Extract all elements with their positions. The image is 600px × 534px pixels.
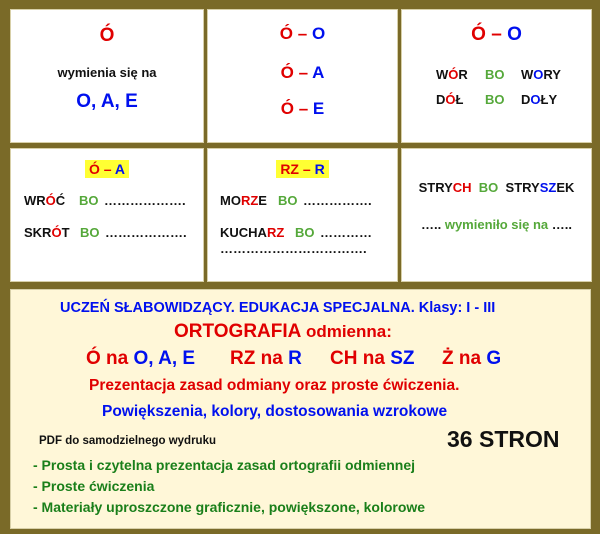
exercise-heading: RZ – R	[208, 162, 397, 176]
audience-line: UCZEŃ SŁABOWIDZĄCY. EDUKACJA SPECJALNA. Klasy: I - III	[60, 300, 496, 316]
card-pairs	[207, 9, 398, 143]
page-count: 36 STRON	[447, 426, 560, 452]
pair-o-a: Ó – A	[280, 63, 325, 82]
feature-item: - Prosta i czytelna prezentacja zasad ortografii odmiennej	[33, 457, 415, 473]
exercise-row: WRÓĆ BO ……………….	[24, 193, 186, 208]
example-row: STRYCH BO STRYSZEK	[418, 180, 575, 195]
exercise-row: MORZE BO …………….	[220, 193, 372, 208]
exercise-row: KUCHARZ BO …………	[220, 225, 372, 240]
exercise-heading: Ó – A	[11, 162, 203, 176]
card-example-wor	[401, 9, 592, 143]
exchange-prompt: ….. wymieniło się na …..	[420, 217, 573, 232]
example-ch-sz	[401, 148, 592, 282]
feature-item: - Materiały uproszczone graficznie, powiększone, kolorowe	[33, 499, 426, 515]
panel-title: ORTOGRAFIA odmienna:	[174, 321, 392, 342]
example-row: WÓR BO WORY	[436, 67, 561, 82]
card-heading: Ó – O	[471, 24, 522, 45]
pair-o-e: Ó – E	[280, 99, 325, 118]
feature-item: - Proste ćwiczenia	[33, 478, 155, 494]
exercise-rz-r	[207, 148, 398, 282]
example-row: DÓŁ BO DOŁY	[436, 92, 558, 107]
pdf-note: PDF do samodzielnego wydruku	[39, 435, 216, 447]
answer-dots: …………………………….	[220, 241, 367, 256]
presentation-line: Prezentacja zasad odmiany oraz proste ćwiczenia.	[89, 377, 460, 394]
rules-line: Ó na O, A, E RZ na R CH na SZ Ż na G	[86, 348, 502, 369]
exchange-text: wymienia się na	[57, 65, 157, 80]
description-panel	[10, 289, 591, 529]
exercise-o-a	[10, 148, 204, 282]
target-letters: O, A, E	[76, 91, 138, 112]
pair-o-o: Ó – O	[279, 24, 326, 43]
letter-o-acute: Ó	[99, 25, 115, 46]
card-o-rule	[10, 9, 204, 143]
adaptations-line: Powiększenia, kolory, dostosowania wzrokowe	[102, 403, 448, 420]
exercise-row: SKRÓT BO ……………….	[24, 225, 187, 240]
